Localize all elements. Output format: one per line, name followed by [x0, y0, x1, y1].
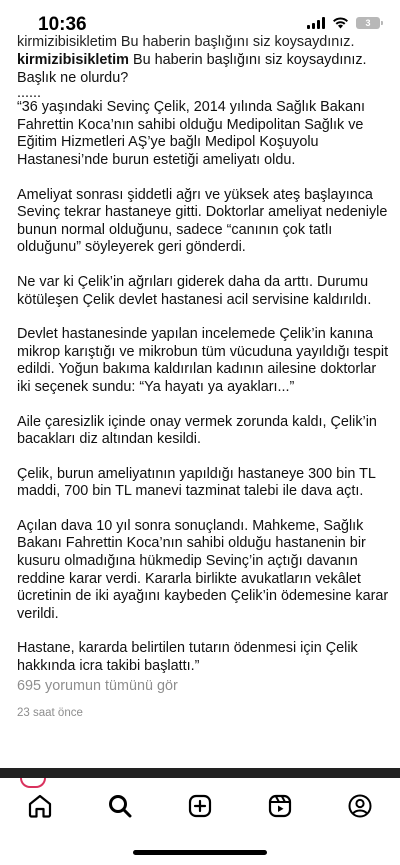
caption-ellipsis: ......	[17, 85, 41, 102]
add-post-icon	[187, 793, 213, 819]
search-icon	[107, 793, 133, 819]
caption-paragraph: Devlet hastanesinde yapılan incelemede Çelik’in kanına mikrop karıştığı ve mikrobun tüm vücuduna yayıldığı tespit edildi. Yoğun bakıma kaldırılan kadının ailesine doktorlar iki seçenek sundu: “Ya hayatı ya ayakları...”	[17, 326, 389, 395]
post-caption	[17, 34, 389, 723]
profile-icon	[347, 793, 373, 819]
next-post-edge	[0, 768, 400, 778]
cellular-signal-icon	[307, 17, 325, 29]
nav-home-button[interactable]	[20, 786, 60, 826]
caption-paragraph: Çelik, burun ameliyatının yapıldığı hastaneye 300 bin TL maddi, 700 bin TL manevi tazminat talebi ile dava açtı.	[17, 465, 376, 500]
nav-reels-button[interactable]	[260, 786, 300, 826]
bottom-navigation	[0, 786, 400, 826]
caption-paragraph: “36 yaşındaki Sevinç Çelik, 2014 yılında Sağlık Bakanı Fahrettin Koca’nın sahibi olduğu Medipolitan Sağlık ve Eğitim Hizmetleri AŞ’ye bağlı Medipol Koşuyolu Hastanesi’nde burun estetiği ameliyatı oldu.	[17, 99, 365, 168]
status-time: 10:36	[38, 14, 87, 35]
username-link[interactable]: kirmizibisikletim	[17, 52, 129, 68]
caption-paragraph: Ameliyat sonrası şiddetli ağrı ve yüksek ateş başlayınca Sevinç tekrar hastaneye gitti. Doktorlar ameliyat nedeniyle bunun normal olduğunu, sadece “canının çok tatlı olduğunu” söyleyerek geri gönderdi.	[17, 186, 388, 256]
home-icon	[27, 793, 53, 819]
nav-create-button[interactable]	[180, 786, 220, 826]
battery-icon	[356, 17, 380, 29]
view-all-comments-link[interactable]: 695 yorumun tümünü gör	[17, 677, 178, 694]
wifi-icon	[332, 17, 349, 29]
status-icons	[307, 17, 380, 29]
battery-level: 3	[365, 18, 371, 28]
caption-paragraph: Açılan dava 10 yıl sonra sonuçlandı. Mahkeme, Sağlık Bakanı Fahrettin Koca’nın sahibi olduğu hastanenin bir kusuru olmadığına hükmedip Sevinç’in açtığı davanın reddine karar verdi. Kararla birlikte avukatların vekâlet ücretinin de iki ayağını kaybeden Çelik’in ödemesine karar verildi.	[17, 517, 389, 622]
caption-intro	[17, 52, 389, 87]
caption-intro-text: Bu haberin başlığını siz koysaydınız. Başlık ne olurdu?	[17, 52, 367, 86]
nav-profile-button[interactable]	[340, 786, 380, 826]
nav-search-button[interactable]	[100, 786, 140, 826]
home-indicator[interactable]	[133, 850, 267, 855]
caption-paragraph: Ne var ki Çelik’in ağrıları giderek daha da arttı. Durumu kötüleşen Çelik devlet hastanesi acil servisine kaldırıldı.	[17, 273, 372, 308]
post-timestamp: 23 saat önce	[17, 707, 83, 720]
reels-icon	[267, 793, 293, 819]
caption-paragraph: Aile çaresizlik içinde onay vermek zorunda kaldı, Çelik’in bacakları diz altından kesildi.	[17, 413, 377, 448]
caption-paragraph: Hastane, kararda belirtilen tutarın ödenmesi için Çelik hakkında icra takibi başlattı.”	[17, 640, 358, 675]
clipped-previous-line: kirmizibisikletim Bu haberin başlığını siz koysaydınız.	[17, 34, 355, 51]
